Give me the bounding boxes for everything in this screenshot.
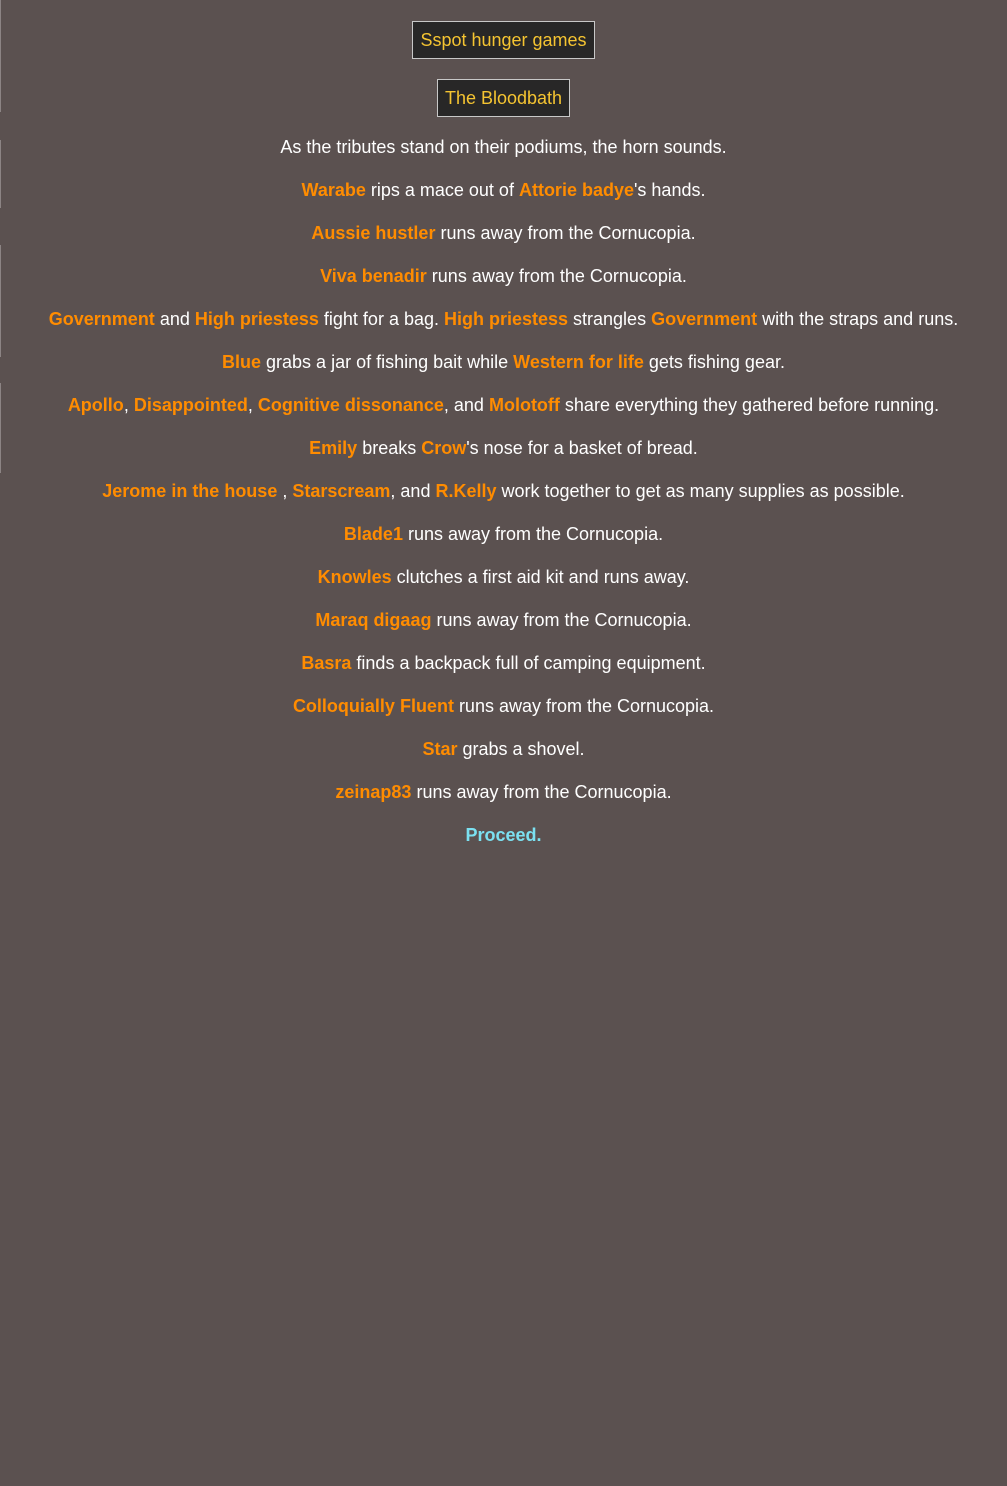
tribute-name: High priestess [194, 309, 319, 329]
tribute-name: Crow [421, 438, 467, 458]
event-line [44, 394, 964, 416]
event-line [44, 351, 964, 373]
tribute-name: Viva benadir [320, 266, 427, 286]
tribute-name: Apollo [67, 395, 124, 415]
event-text: work together to get as many supplies as possible. [496, 481, 905, 501]
event-list [44, 136, 964, 803]
event-text: 's hands. [633, 180, 706, 200]
event-text: fight for a bag. [318, 309, 444, 329]
page-title: Sspot hunger games [412, 21, 594, 59]
tribute-name: R.Kelly [435, 481, 497, 501]
event-text: clutches a first aid kit and runs away. [391, 567, 690, 587]
event-text: with the straps and runs. [757, 309, 959, 329]
event-text: runs away from the Cornucopia. [431, 610, 692, 630]
tribute-name: Knowles [317, 567, 392, 587]
event-line [44, 179, 964, 201]
event-text: runs away from the Cornucopia. [402, 524, 664, 544]
event-text: share everything they gathered before running. [559, 395, 940, 415]
tribute-name: Disappointed [133, 395, 248, 415]
event-line [44, 738, 964, 760]
event-text: As the tributes stand on their podiums, the horn sounds. [280, 137, 727, 157]
left-edge-line [0, 245, 1, 357]
event-text: 's nose for a basket of bread. [466, 438, 698, 458]
event-line [44, 695, 964, 717]
event-line [44, 781, 964, 803]
event-text: finds a backpack full of camping equipment. [351, 653, 706, 673]
event-line [44, 480, 964, 502]
event-line [44, 265, 964, 287]
tribute-name: Government [651, 309, 758, 329]
round-title: The Bloodbath [437, 79, 570, 117]
event-text: , and [443, 395, 489, 415]
subtitle-row [0, 79, 1007, 116]
event-text: , and [390, 481, 436, 501]
tribute-name: Basra [301, 653, 352, 673]
tribute-name: Starscream [292, 481, 391, 501]
event-text: , [282, 481, 293, 501]
event-line [44, 652, 964, 674]
tribute-name: zeinap83 [335, 782, 412, 802]
event-text: grabs a jar of fishing bait while [261, 352, 514, 372]
title-row [0, 21, 1007, 58]
tribute-name: Blade1 [343, 524, 403, 544]
event-line [44, 609, 964, 631]
tribute-name: Molotoff [488, 395, 560, 415]
event-line [44, 437, 964, 459]
tribute-name: Attorie badye [518, 180, 634, 200]
tribute-name: Cognitive dissonance [257, 395, 444, 415]
tribute-name: Western for life [513, 352, 644, 372]
event-text: rips a mace out of [365, 180, 519, 200]
event-line [44, 308, 964, 330]
event-text: runs away from the Cornucopia. [411, 782, 672, 802]
tribute-name: Jerome in the house [102, 481, 283, 501]
event-text: and [154, 309, 195, 329]
event-line [44, 136, 964, 158]
left-edge-line [0, 383, 1, 473]
event-text: runs away from the Cornucopia. [426, 266, 687, 286]
left-edge-line [0, 0, 1, 112]
tribute-name: Blue [222, 352, 262, 372]
tribute-name: Maraq digaag [315, 610, 432, 630]
event-text: breaks [357, 438, 422, 458]
left-edge-line [0, 140, 1, 208]
tribute-name: High priestess [443, 309, 569, 329]
event-text: gets fishing gear. [643, 352, 785, 372]
tribute-name: Government [48, 309, 155, 329]
event-text: , [123, 395, 134, 415]
tribute-name: Warabe [301, 180, 366, 200]
event-line [44, 523, 964, 545]
tribute-name: Star [422, 739, 458, 759]
event-text: strangles [568, 309, 652, 329]
event-line [44, 222, 964, 244]
event-text: , [247, 395, 258, 415]
event-text: grabs a shovel. [457, 739, 585, 759]
event-text: runs away from the Cornucopia. [435, 223, 696, 243]
event-text: runs away from the Cornucopia. [453, 696, 715, 716]
tribute-name: Colloquially Fluent [292, 696, 454, 716]
tribute-name: Emily [309, 438, 358, 458]
event-line [44, 566, 964, 588]
tribute-name: Aussie hustler [311, 223, 436, 243]
proceed-link[interactable]: Proceed. [465, 825, 542, 845]
